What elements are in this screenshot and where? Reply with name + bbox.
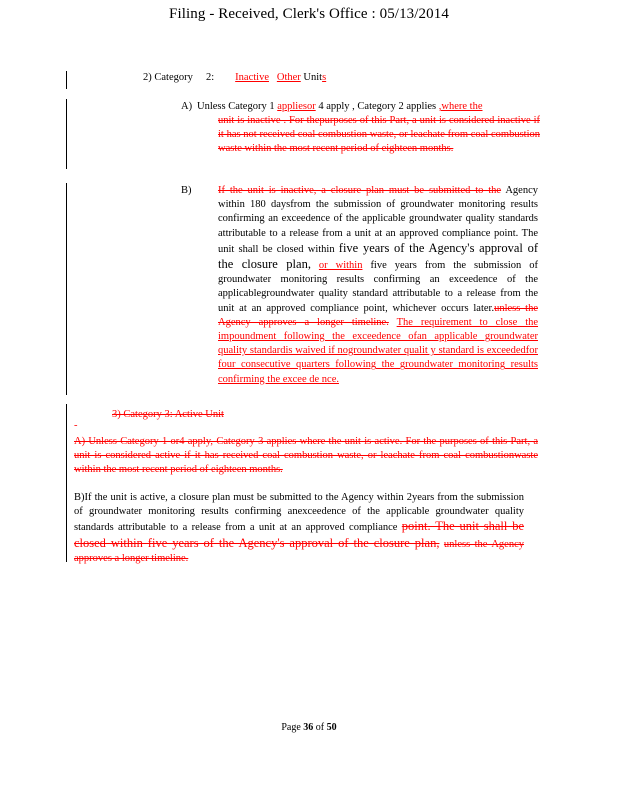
category-3-heading: 3) Category 3: Active Unit — [112, 409, 224, 420]
category-2-number: 2) — [143, 72, 152, 83]
page-header: Filing - Received, Clerk's Office : 05/13/2014 — [169, 6, 449, 22]
page-number: 36 — [303, 722, 314, 733]
unit-word: Unit — [303, 72, 323, 83]
category-2-word: Category — [154, 72, 193, 83]
change-bar — [66, 183, 67, 395]
page-footer — [0, 722, 618, 733]
b-deleted-1: If the unit is inactive, a closure plan must be submitted to the — [218, 185, 502, 196]
category-2-a-deleted: unit is inactive . For thepurposes of this Part, a unit is considered inactive if it has not received coal combustion waste, or leachate from coal combustion waste within the most recent period of eighteen months. — [218, 115, 540, 155]
a-text-2: 4 apply , Category 2 applies — [318, 101, 437, 112]
a-text-1: Unless Category 1 — [197, 101, 275, 112]
b-text-1: Agency within 180 daysfrom the submission of groundwater monitoring results confirming an exceedence of the applicable groundwater quality standards attributable to a release from a unit at an approved compliance point. The unit shall be closed within — [218, 185, 538, 255]
change-bar — [66, 99, 67, 169]
category-3-a-deleted: A) Unless Category 1 or4 apply, Category 3 applies where the unit is active. For the purposes of this Part, a unit is considered active if it has received coal combustion waste, or leachate from coal combustionwaste within the most recent period of eighteen months. — [74, 436, 538, 476]
inactive-inserted: Inactive — [235, 72, 269, 83]
category-2-a-body — [197, 100, 540, 114]
other-inserted: Other — [276, 72, 301, 83]
cat3-b-text: B)If the unit is active, a closure plan must be submitted to the Agency within 2years from the submission of groundwater monitoring results confirming anexceedence of the applicable groundwater quality standards attributable to a release from a unit at an approved compliance — [74, 492, 524, 534]
page-label: Page — [281, 722, 301, 733]
b-text-2: five years of the Agency's approval of the closure plan, — [218, 240, 538, 272]
change-bar — [66, 71, 67, 89]
a-inserted-1: appliesor — [277, 101, 316, 112]
a-inserted-2: ,where the — [438, 101, 483, 112]
category-3-dash: - — [74, 420, 78, 431]
category-2-b-body — [218, 184, 538, 387]
category-3-b-body — [74, 491, 524, 566]
cat3-b-deleted-big: point. The unit shall be closed within five years of the Agency's approval of the closure plan, — [74, 519, 525, 550]
of-label: of — [315, 722, 325, 733]
category-2-heading — [143, 71, 326, 85]
b-inserted-1: or within — [318, 260, 363, 272]
s-inserted: s — [322, 72, 327, 83]
category-2-a-label: A) — [181, 101, 193, 112]
category-2-id: 2: — [206, 72, 215, 83]
page-total: 50 — [326, 722, 337, 733]
b-deleted-2: unless the Agency approves a longer timeline. — [218, 302, 538, 328]
b-inserted-2: The requirement to close the impoundment following the exceedence ofan applicable groundwater quality standardis waived if nogroundwater qualit y standard is exceededfor four consecutive quarters following the groundwater monitoring results confirming the excee de nce. — [218, 316, 539, 385]
b-text-3: five years from the submission of groundwater monitoring results confirming an exceedence of the applicablegroundwater quality standard attributable to a release from the unit at an approved compliance point, whichever occurs later. — [218, 260, 538, 314]
change-bar — [66, 404, 67, 562]
category-2-b-label: B) — [181, 185, 192, 196]
cat3-b-deleted-small: unless the Agency approves a longer timeline. — [74, 538, 525, 564]
